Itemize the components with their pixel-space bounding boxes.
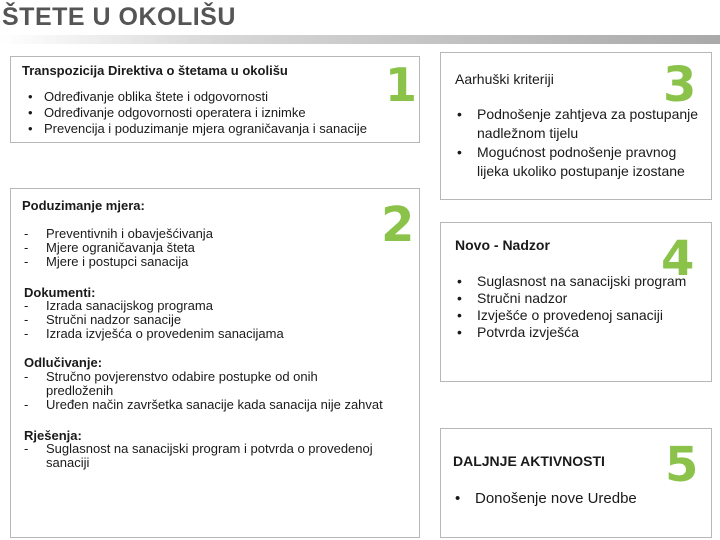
panel-transposition [10,56,420,143]
list-item: - Mjere ograničavanja šteta [24,241,354,255]
list-item: - Stručni nadzor sanacije [24,313,404,327]
list-item: • Mogućnost podnošenje pravnog lijeka ukoliko postupanje izostane [455,143,705,181]
list-item: • Suglasnost na sanacijski program [455,273,705,290]
panel-aarhus-criteria [440,52,712,200]
list-item: - Mjere i postupci sanacija [24,255,354,269]
step-number-4: 4 [661,231,695,287]
panel-new-supervision [440,222,712,382]
panel-further-activities-heading: DALJNJE AKTIVNOSTI [453,453,605,469]
list-item: • Izvješće o provedenoj sanaciji [455,307,705,324]
solution-heading: Rješenja: [24,428,82,443]
measures-list [24,227,354,269]
panel-measures [10,188,420,538]
list-item: - Preventivnih i obavješćivanja [24,227,354,241]
list-item: - Suglasnost na sanacijski program i potvrda o provedenoj sanaciji [24,442,376,470]
list-item: • Potvrda izvješća [455,324,705,341]
decision-heading: Odlučivanje: [24,355,103,370]
panel-transposition-list [22,89,412,137]
list-item: • Određivanje oblika štete i odgovornosti [22,89,412,105]
list-item: - Stručno povjerenstvo odabire postupke od onih predloženih [24,370,341,398]
panel-transposition-heading: Transpozicija Direktiva o štetama u okolišu [22,63,288,78]
list-item: - Izrada sanacijskog programa [24,299,404,313]
list-item: • Stručni nadzor [455,290,705,307]
page-title: ŠTETE U OKOLIŠU [2,3,236,31]
panel-further-activities [440,428,712,538]
list-item: - Izrada izvješća o provedenim sanacijama [24,327,404,341]
documents-heading: Dokumenti: [24,285,96,300]
step-number-2: 2 [381,197,415,253]
supervision-list [455,273,705,341]
solution-list [24,442,376,470]
step-number-1: 1 [385,58,418,112]
further-activities-list [453,489,703,508]
panel-measures-heading: Poduzimanje mjera: [22,198,145,213]
aarhus-list [455,105,705,181]
documents-list [24,299,404,341]
title-divider-bar [0,35,720,44]
list-item: • Donošenje nove Uredbe [453,489,703,508]
list-item: • Određivanje odgovornosti operatera i iznimke [22,105,412,121]
list-item: - Uređen način završetka sanacije kada sanacija nije zahvat [24,398,416,412]
list-item: • Podnošenje zahtjeva za postupanje nadležnom tijelu [455,105,705,143]
decision-list [24,370,416,412]
panel-new-supervision-heading: Novo - Nadzor [455,237,550,253]
step-number-5: 5 [665,437,699,493]
step-number-3: 3 [663,57,697,113]
panel-aarhus-heading: Aarhuški kriteriji [455,71,554,87]
list-item: • Prevencija i poduzimanje mjera ograničavanja i sanacije [22,121,412,137]
